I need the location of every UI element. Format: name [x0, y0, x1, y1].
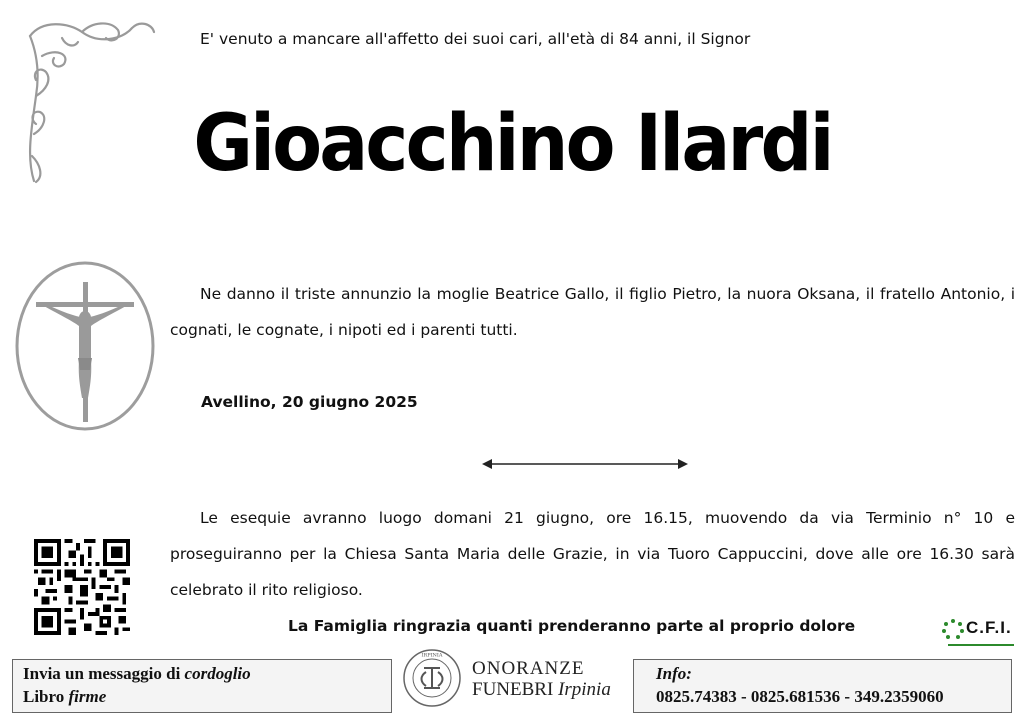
announcement-paragraph: Ne danno il triste annunzio la moglie Beatrice Gallo, il figlio Pietro, la nuora Oksana, il fratello Antonio, i cognati, le cognate, i nipoti ed i parenti tutti. — [170, 285, 1015, 339]
funeral-home-emblem-icon — [402, 648, 462, 708]
emblem-ring-text: IRPINIA — [421, 652, 443, 659]
info-label: Info: — [656, 664, 692, 683]
crucifix-icon — [14, 260, 156, 432]
family-thanks: La Famiglia ringrazia quanti prenderanno parte al proprio dolore — [288, 617, 856, 635]
double-arrow-divider-icon — [480, 457, 690, 471]
cfi-logo — [940, 616, 1016, 648]
funeral-details-paragraph: Le esequie avranno luogo domani 21 giugno, ore 16.15, muovendo da via Terminio n° 10 e proseguiranno per la Chiesa Santa Maria delle Grazie, in via Tuoro Cappuccini, dove alle ore 16.30 sarà celebrato il rito religioso. — [170, 509, 1015, 599]
condolence-message-link[interactable]: Invia un messaggio di cordoglio — [23, 664, 251, 683]
contact-info-box — [633, 659, 1012, 713]
deceased-name: Gioacchino Ilardi — [193, 99, 832, 189]
cfi-ring-icon — [940, 618, 966, 640]
qr-code-icon[interactable] — [34, 539, 130, 635]
cfi-label: C.F.I. — [966, 618, 1012, 637]
phone-numbers[interactable]: 0825.74383 - 0825.681536 - 349.2359060 — [656, 687, 944, 706]
intro-line: E' venuto a mancare all'affetto dei suoi cari, all'età di 84 anni, il Signor — [200, 30, 751, 48]
guestbook-link[interactable]: Libro firme — [23, 687, 107, 706]
cfi-underline — [948, 644, 1014, 648]
funeral-home-name: ONORANZE FUNEBRI Irpinia — [472, 658, 611, 700]
condolence-links-box[interactable] — [12, 659, 392, 713]
place-and-date: Avellino, 20 giugno 2025 — [201, 393, 418, 411]
